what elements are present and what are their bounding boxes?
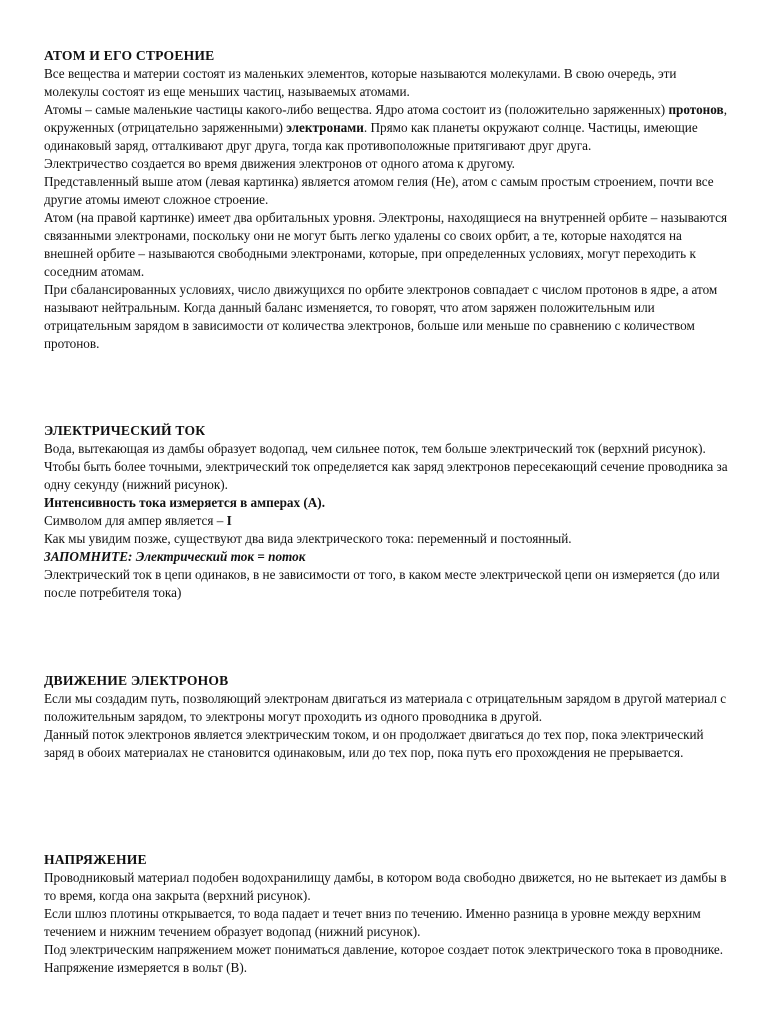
heading-electron-motion: ДВИЖЕНИЕ ЭЛЕКТРОНОВ (44, 673, 229, 688)
heading-current: ЭЛЕКТРИЧЕСКИЙ ТОК (44, 423, 206, 438)
section-electron-motion (44, 672, 734, 762)
bold-statement: Интенсивность тока измеряется в амперах (А). (44, 495, 326, 510)
section-current (44, 422, 734, 602)
paragraph: Представленный выше атом (левая картинка) является атомом гелия (He), атом с самым простым строением, почти все другие атомы имеют сложное строение. (44, 174, 714, 207)
bold-term-electrons: электронами (286, 120, 364, 135)
paragraph: Если шлюз плотины открывается, то вода падает и течет вниз по течению. Именно разница в уровне между верхним течением и нижним течением образует водопад (нижний рисунок). (44, 906, 701, 939)
text-run: . Прямо как планеты окружают солнце. Частицы, имеющие одинаковый заряд, отталкивают друг друга, тогда как противоположные притягивают друг друга. (44, 120, 698, 153)
paragraph: Вода, вытекающая из дамбы образует водопад, чем сильнее поток, тем больше электрический ток (верхний рисунок). (44, 441, 706, 456)
section-atom (44, 47, 734, 353)
paragraph: Как мы увидим позже, существуют два вида электрического тока: переменный и постоянный. (44, 531, 572, 546)
paragraph (44, 512, 734, 530)
paragraph: Электричество создается во время движения электронов от одного атома к другому. (44, 156, 515, 171)
paragraph: Чтобы быть более точными, электрический ток определяется как заряд электронов пересекающий сечение проводника за одну секунду (нижний рисунок). (44, 459, 728, 492)
paragraph: Под электрическим напряжением может пониматься давление, которое создает поток электрического тока в проводнике. Напряжение измеряется в вольт (В). (44, 942, 724, 975)
paragraph: Проводниковый материал подобен водохранилищу дамбы, в котором вода свободно движется, но не вытекает из дамбы в то время, когда она закрыта (верхний рисунок). (44, 870, 727, 903)
paragraph: Если мы создадим путь, позволяющий электронам двигаться из материала с отрицательным зарядом в другой материал с положительным зарядом, то электроны могут проходить из одного проводника в другой. (44, 691, 727, 724)
heading-atom: АТОМ И ЕГО СТРОЕНИЕ (44, 48, 215, 63)
heading-voltage: НАПРЯЖЕНИЕ (44, 852, 147, 867)
paragraph: При сбалансированных условиях, число движущихся по орбите электронов совпадает с числом протонов в ядре, а атом называют нейтральным. Когда данный баланс изменяется, то говорят, что атом заряжен положительным или отрицательным зарядом в зависимости от количества электронов, больше или меньше по сравнению с количеством протонов. (44, 282, 718, 351)
bold-symbol: I (226, 513, 232, 528)
paragraph: Данный поток электронов является электрическим током, и он продолжает двигаться до тех пор, пока электрический заряд в обоих материалах не становится одинаковым, или до тех пор, пока путь его прохождения не прерывается. (44, 727, 704, 760)
paragraph: Все вещества и материи состоят из маленьких элементов, которые называются молекулами. В свою очередь, эти молекулы состоят из еще меньших частиц, называемых атомами. (44, 66, 677, 99)
section-voltage (44, 851, 734, 977)
bold-term-protons: протонов (668, 102, 724, 117)
paragraph (44, 101, 734, 155)
paragraph: Атом (на правой картинке) имеет два орбитальных уровня. Электроны, находящиеся на внутренней орбите – называются связанными электронами, поскольку они не могут быть легко удалены со своих орбит, а те, которые находятся на внешней орбите – называются свободными электронами, которые, при определенных условиях, могут переходить к соседним атомам. (44, 210, 728, 279)
text-run: Атомы – самые маленькие частицы какого-либо вещества. Ядро атома состоит из (положительно заряженных) (44, 102, 669, 117)
text-run: , окруженных (отрицательно заряженными) (44, 102, 727, 135)
paragraph: Электрический ток в цепи одинаков, в не зависимости от того, в каком месте электрической цепи он измеряется (до или после потребителя тока) (44, 567, 720, 600)
text-run: Символом для ампер является – (44, 513, 227, 528)
remember-note: ЗАПОМНИТЕ: Электрический ток = поток (44, 549, 306, 564)
